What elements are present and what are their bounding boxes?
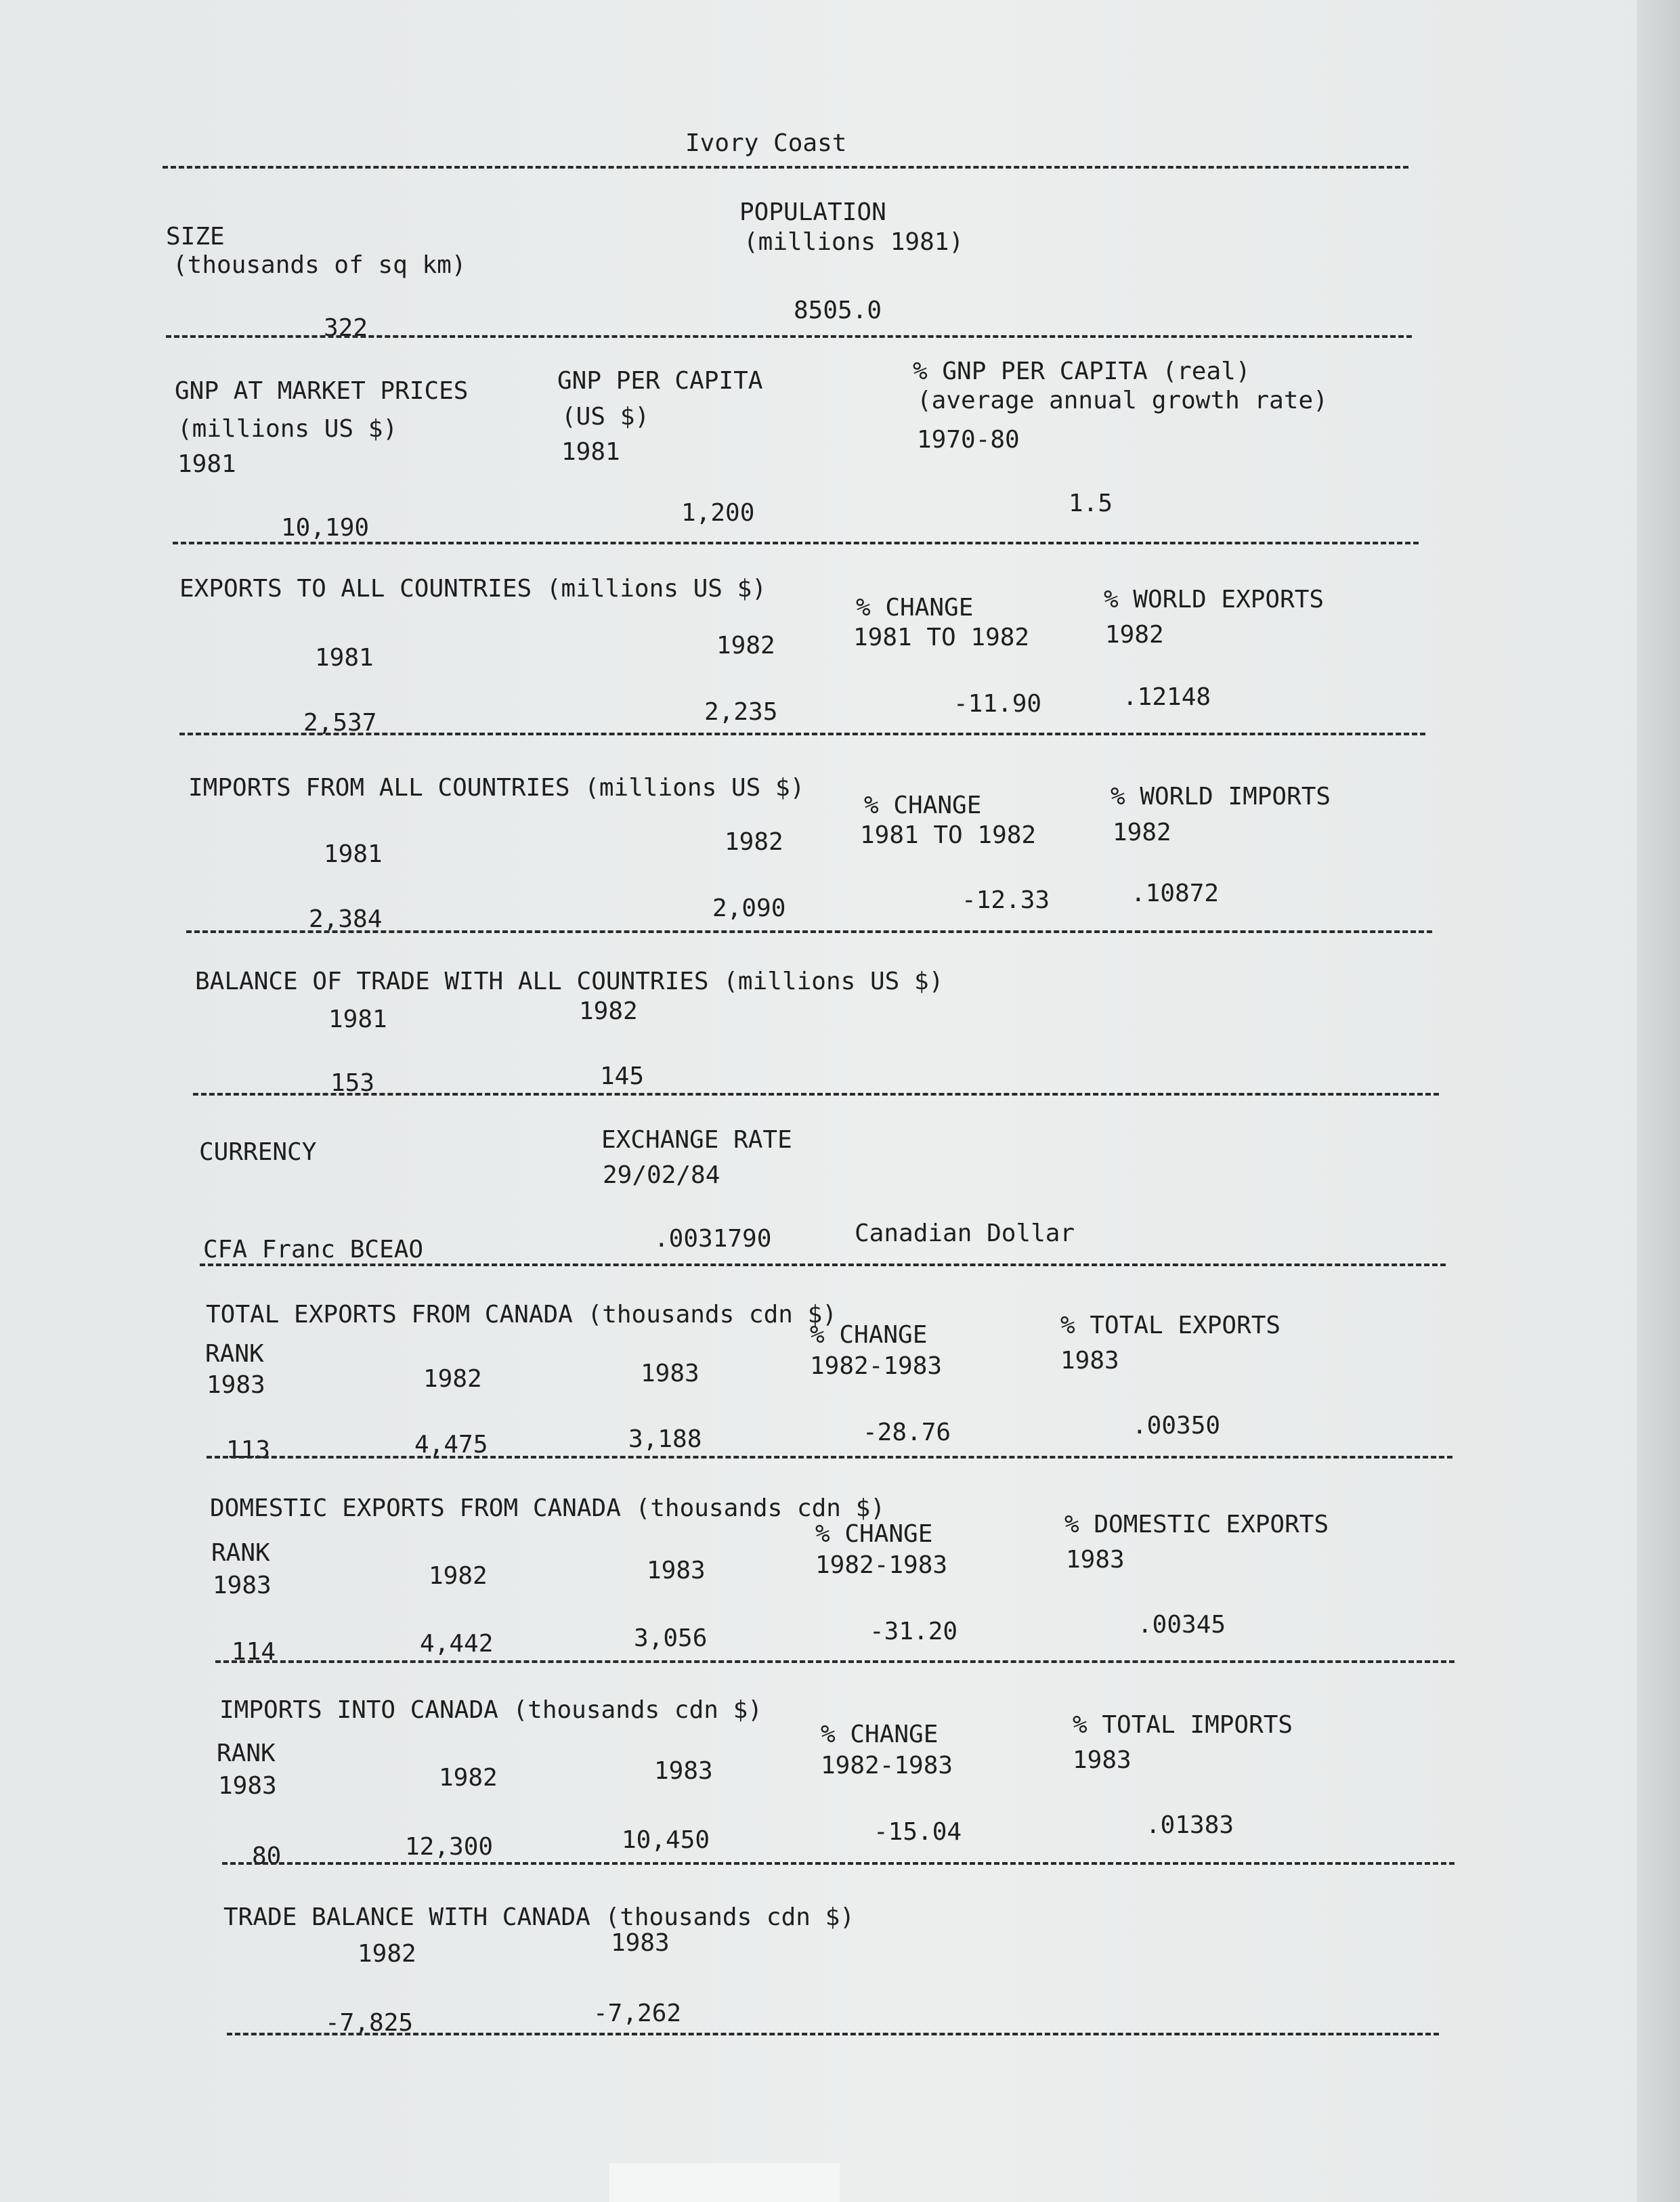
section-divider	[173, 542, 1419, 544]
exports-all-change-label: % CHANGE	[856, 594, 974, 622]
section-divider	[163, 166, 1408, 169]
exports-all-change-period: 1981 TO 1982	[853, 624, 1030, 651]
section-divider	[200, 1264, 1446, 1266]
gnp-per-capita-label: GNP PER CAPITA	[557, 367, 763, 395]
exchange-rate-value: .0031790	[654, 1225, 772, 1253]
exchange-rate-unit: Canadian Dollar	[855, 1219, 1075, 1247]
section-divider	[179, 733, 1425, 735]
imports-canada-share-label: % TOTAL IMPORTS	[1073, 1711, 1293, 1739]
gnp-per-capita-year: 1981	[561, 438, 620, 466]
trade-balance-value-1983: -7,262	[593, 2000, 682, 2027]
exports-all-year-1982: 1982	[716, 632, 775, 660]
imports-canada-value-1982: 12,300	[405, 1833, 494, 1861]
imports-all-year-1982: 1982	[725, 828, 783, 856]
section-divider	[193, 1093, 1439, 1096]
exports-all-world-year: 1982	[1105, 621, 1164, 649]
exports-all-year-1981: 1981	[315, 644, 374, 672]
domestic-exports-change-label: % CHANGE	[815, 1520, 933, 1548]
exchange-rate-date: 29/02/84	[603, 1161, 720, 1189]
domestic-exports-rank-year: 1983	[213, 1572, 272, 1599]
size-value: 322	[324, 314, 368, 342]
domestic-exports-share-label: % DOMESTIC EXPORTS	[1064, 1511, 1329, 1538]
imports-canada-rank-value: 80	[252, 1842, 282, 1870]
imports-canada-value-1983: 10,450	[622, 1826, 710, 1854]
domestic-exports-change-period: 1982-1983	[815, 1551, 948, 1579]
imports-canada-change-period: 1982-1983	[821, 1752, 953, 1779]
population-value: 8505.0	[794, 297, 882, 324]
gnp-market-label: GNP AT MARKET PRICES	[175, 377, 469, 405]
exports-all-world-value: .12148	[1123, 683, 1211, 711]
section-divider	[215, 1660, 1455, 1663]
gnp-per-capita-unit-label: (US $)	[561, 403, 650, 431]
imports-all-year-1981: 1981	[324, 840, 383, 868]
total-exports-change-value: -28.76	[863, 1419, 951, 1446]
imports-all-world-value: .10872	[1131, 880, 1220, 907]
domestic-exports-title: DOMESTIC EXPORTS FROM CANADA (thousands cdn $)	[210, 1494, 885, 1522]
trade-balance-year-1983: 1983	[611, 1929, 670, 1957]
imports-canada-share-year: 1983	[1073, 1746, 1132, 1774]
imports-all-world-label: % WORLD IMPORTS	[1111, 783, 1331, 811]
domestic-exports-share-year: 1983	[1066, 1546, 1125, 1574]
imports-canada-title: IMPORTS INTO CANADA (thousands cdn $)	[219, 1696, 762, 1724]
total-exports-change-label: % CHANGE	[810, 1321, 928, 1349]
imports-canada-year-1982: 1982	[439, 1764, 498, 1792]
exports-all-change-value: -11.90	[953, 690, 1042, 718]
total-exports-share-year: 1983	[1060, 1347, 1119, 1375]
total-exports-title: TOTAL EXPORTS FROM CANADA (thousands cdn $)	[206, 1301, 837, 1329]
gnp-market-value: 10,190	[281, 514, 370, 542]
domestic-exports-share-value: .00345	[1138, 1611, 1226, 1639]
domestic-exports-rank-label: RANK	[211, 1539, 270, 1567]
imports-all-value-1982: 2,090	[712, 894, 786, 922]
page-title: Ivory Coast	[685, 129, 847, 157]
gnp-growth-value: 1.5	[1069, 490, 1113, 517]
currency-label: CURRENCY	[199, 1138, 317, 1166]
size-unit-label: (thousands of sq km)	[173, 251, 467, 279]
paper-smudge	[609, 2163, 840, 2202]
trade-balance-title: TRADE BALANCE WITH CANADA (thousands cdn $)	[223, 1903, 855, 1931]
population-label: POPULATION	[739, 198, 886, 226]
gnp-growth-label: % GNP PER CAPITA (real)	[913, 358, 1251, 385]
imports-canada-change-label: % CHANGE	[821, 1721, 939, 1748]
section-divider	[166, 335, 1412, 338]
imports-canada-change-value: -15.04	[874, 1818, 962, 1846]
exports-all-value-1982: 2,235	[704, 698, 778, 726]
population-unit-label: (millions 1981)	[744, 228, 964, 256]
gnp-per-capita-value: 1,200	[681, 499, 755, 527]
domestic-exports-year-1982: 1982	[429, 1562, 488, 1590]
exports-all-value-1981: 2,537	[303, 709, 377, 737]
gnp-growth-period: 1970-80	[917, 426, 1020, 454]
imports-canada-rank-label: RANK	[217, 1740, 276, 1767]
trade-balance-value-1982: -7,825	[325, 2009, 414, 2037]
total-exports-year-1982: 1982	[423, 1365, 482, 1393]
imports-canada-year-1983: 1983	[654, 1757, 713, 1785]
gnp-growth-unit-label: (average annual growth rate)	[917, 387, 1328, 414]
balance-all-value-1982: 145	[600, 1062, 645, 1090]
total-exports-rank-value: 113	[226, 1436, 271, 1464]
section-divider	[186, 930, 1432, 933]
balance-all-title: BALANCE OF TRADE WITH ALL COUNTRIES (millions US $)	[195, 968, 944, 995]
domestic-exports-rank-value: 114	[232, 1638, 276, 1666]
domestic-exports-value-1982: 4,442	[420, 1630, 494, 1658]
trade-balance-year-1982: 1982	[358, 1940, 416, 1968]
domestic-exports-year-1983: 1983	[647, 1557, 706, 1584]
total-exports-rank-year: 1983	[207, 1371, 265, 1399]
section-divider	[207, 1456, 1452, 1459]
section-divider	[227, 2033, 1439, 2035]
total-exports-rank-label: RANK	[205, 1340, 264, 1368]
gnp-market-year: 1981	[177, 450, 236, 478]
domestic-exports-value-1983: 3,056	[634, 1624, 708, 1652]
imports-all-change-label: % CHANGE	[864, 792, 982, 819]
total-exports-value-1982: 4,475	[414, 1431, 488, 1459]
total-exports-share-label: % TOTAL EXPORTS	[1060, 1312, 1281, 1339]
imports-all-world-year: 1982	[1113, 819, 1171, 846]
total-exports-share-value: .00350	[1132, 1412, 1221, 1440]
exports-all-world-label: % WORLD EXPORTS	[1104, 586, 1324, 613]
exchange-rate-label: EXCHANGE RATE	[601, 1126, 792, 1154]
imports-all-change-value: -12.33	[962, 886, 1050, 914]
total-exports-year-1983: 1983	[641, 1360, 699, 1387]
gnp-market-unit-label: (millions US $)	[177, 415, 398, 443]
total-exports-change-period: 1982-1983	[810, 1352, 943, 1380]
imports-canada-rank-year: 1983	[218, 1772, 277, 1800]
balance-all-year-1981: 1981	[328, 1006, 387, 1033]
imports-all-title: IMPORTS FROM ALL COUNTRIES (millions US $)	[188, 774, 805, 802]
imports-all-value-1981: 2,384	[309, 905, 383, 933]
exports-all-title: EXPORTS TO ALL COUNTRIES (millions US $)	[179, 575, 767, 603]
imports-canada-share-value: .01383	[1146, 1811, 1234, 1839]
imports-all-change-period: 1981 TO 1982	[860, 821, 1037, 849]
total-exports-value-1983: 3,188	[628, 1425, 702, 1453]
section-divider	[222, 1862, 1455, 1865]
size-label: SIZE	[166, 223, 225, 251]
currency-value: CFA Franc BCEAO	[203, 1236, 424, 1264]
page-edge-shadow	[1637, 0, 1680, 2202]
domestic-exports-change-value: -31.20	[869, 1618, 958, 1645]
balance-all-value-1981: 153	[330, 1069, 375, 1097]
balance-all-year-1982: 1982	[579, 997, 638, 1025]
